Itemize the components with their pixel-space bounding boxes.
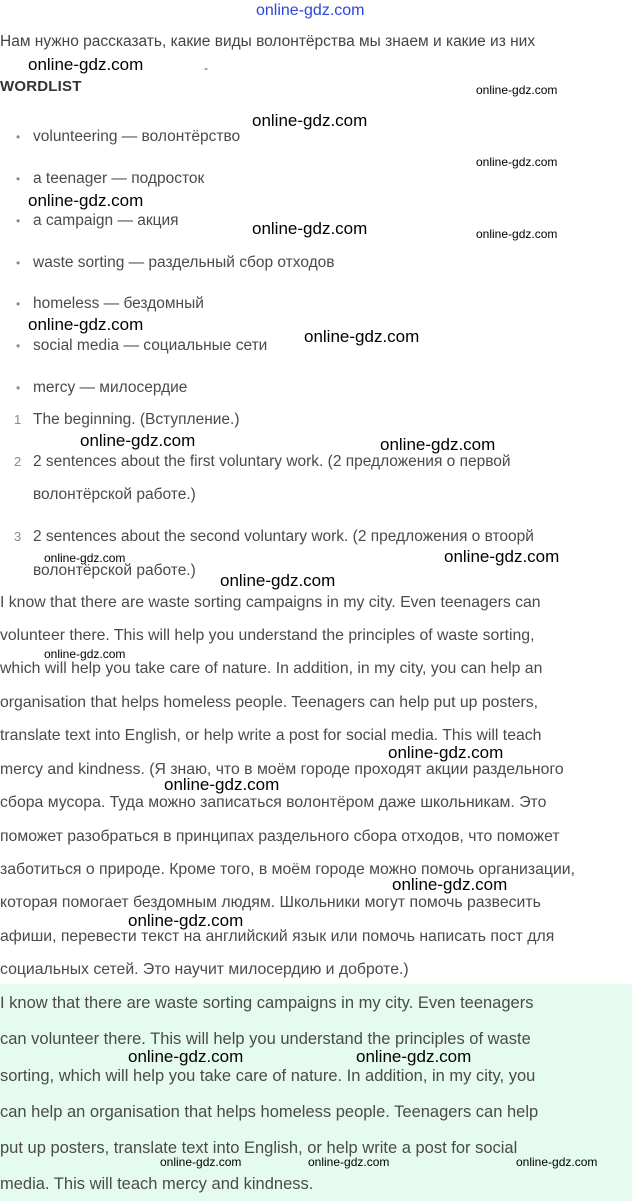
list-item: [16, 337, 267, 355]
watermark: online-gdz.com: [252, 219, 368, 238]
highlight-line: can volunteer there. This will help you understand the principles of waste: [0, 1030, 531, 1048]
answer-line: социальных сетей. Это научит милосердию и доброте.): [0, 961, 409, 978]
watermark: online-gdz.com: [160, 1155, 242, 1169]
plan-text-continued: волонтёрской работе.): [33, 486, 196, 503]
list-item: [16, 295, 204, 313]
wordlist-heading: WORDLIST: [0, 78, 82, 95]
plan-number: 2: [14, 454, 22, 469]
answer-line: which will help you take care of nature. In addition, in my city, you can help an: [0, 660, 543, 677]
list-item: [16, 212, 179, 230]
answer-line: mercy and kindness. (Я знаю, что в моём городе проходят акции раздельного: [0, 761, 564, 778]
bullet-icon: •: [16, 297, 21, 311]
list-item-text: a teenager — подросток: [33, 170, 205, 187]
watermark: online-gdz.com: [28, 191, 144, 210]
highlight-line: can help an organisation that helps homeless people. Teenagers can help: [0, 1103, 539, 1121]
list-item-text: social media — социальные сети: [33, 337, 268, 354]
bullet-icon: •: [16, 130, 21, 144]
answer-line: заботиться о природе. Кроме того, в моём городе можно помочь организации,: [0, 861, 575, 878]
watermark: online-gdz.com: [476, 155, 558, 169]
plan-item: [14, 411, 240, 429]
watermark: online-gdz.com: [388, 743, 504, 762]
plan-number: 1: [14, 412, 22, 427]
plan-text: 2 sentences about the second voluntary work. (2 предложения о втоорй: [33, 528, 534, 545]
watermark: online-gdz.com: [304, 327, 420, 346]
list-item: [16, 379, 187, 397]
bullet-icon: •: [16, 381, 21, 395]
list-item-text: waste sorting — раздельный сбор отходов: [33, 254, 335, 271]
watermark: online-gdz.com: [356, 1047, 472, 1066]
answer-line: сбора мусора. Туда можно записаться волонтёром даже школьникам. Это: [0, 794, 547, 811]
watermark: online-gdz.com: [28, 55, 144, 74]
watermark: online-gdz.com: [392, 875, 508, 894]
plan-item: [14, 453, 511, 471]
watermark: online-gdz.com: [476, 227, 558, 241]
answer-line: которая помогает бездомным людям. Школьники могут помочь развесить: [0, 894, 541, 911]
highlight-line: sorting, which will help you take care of nature. In addition, in my city, you: [0, 1067, 536, 1085]
watermark: online-gdz.com: [128, 911, 244, 930]
intro-text: Нам нужно рассказать, какие виды волонтёрства мы знаем и какие из них: [0, 33, 536, 50]
plan-text: 2 sentences about the first voluntary work. (2 предложения о первой: [33, 453, 511, 470]
plan-text-continued: волонтёрской работе.): [33, 562, 196, 579]
watermark: online-gdz.com: [308, 1155, 390, 1169]
watermark: online-gdz.com: [28, 315, 144, 334]
plan-text: The beginning. (Вступление.): [33, 411, 240, 428]
watermark: online-gdz.com: [44, 647, 126, 661]
list-item: [16, 254, 335, 272]
watermark: online-gdz.com: [252, 111, 368, 130]
watermark: online-gdz.com: [516, 1155, 598, 1169]
bullet-icon: •: [16, 172, 21, 186]
plan-item: [14, 528, 534, 546]
list-item: [16, 170, 204, 188]
highlight-line: media. This will teach mercy and kindness.: [0, 1175, 314, 1193]
watermark: online-gdz.com: [444, 547, 560, 566]
list-item: [16, 128, 240, 146]
answer-line: translate text into English, or help write a post for social media. This will teach: [0, 727, 542, 744]
dash-mark: -: [204, 61, 208, 75]
highlight-line: put up posters, translate text into English, or help write a post for social: [0, 1139, 518, 1157]
answer-line: афиши, перевести текст на английский язык или помочь написать пост для: [0, 928, 555, 945]
answer-line: поможет разобраться в принципах раздельного сбора отходов, что поможет: [0, 828, 560, 845]
bullet-icon: •: [16, 214, 21, 228]
watermark: online-gdz.com: [44, 551, 126, 565]
highlight-line: I know that there are waste sorting campaigns in my city. Even teenagers: [0, 994, 534, 1012]
watermark: online-gdz.com: [128, 1047, 244, 1066]
watermark: online-gdz.com: [220, 571, 336, 590]
answer-line: organisation that helps homeless people. Teenagers can help put up posters,: [0, 694, 539, 711]
bullet-icon: •: [16, 339, 21, 353]
answer-line: volunteer there. This will help you understand the principles of waste sorting,: [0, 627, 535, 644]
watermark: online-gdz.com: [164, 775, 280, 794]
plan-number: 3: [14, 529, 22, 544]
site-link[interactable]: online-gdz.com: [256, 2, 365, 19]
answer-line: I know that there are waste sorting campaigns in my city. Even teenagers can: [0, 594, 541, 611]
list-item-text: homeless — бездомный: [33, 295, 204, 312]
watermark: online-gdz.com: [80, 431, 196, 450]
list-item-text: mercy — милосердие: [33, 379, 188, 396]
watermark: online-gdz.com: [380, 435, 496, 454]
watermark: online-gdz.com: [476, 83, 558, 97]
bullet-icon: •: [16, 256, 21, 270]
list-item-text: a campaign — акция: [33, 212, 179, 229]
list-item-text: volunteering — волонтёрство: [33, 128, 241, 145]
